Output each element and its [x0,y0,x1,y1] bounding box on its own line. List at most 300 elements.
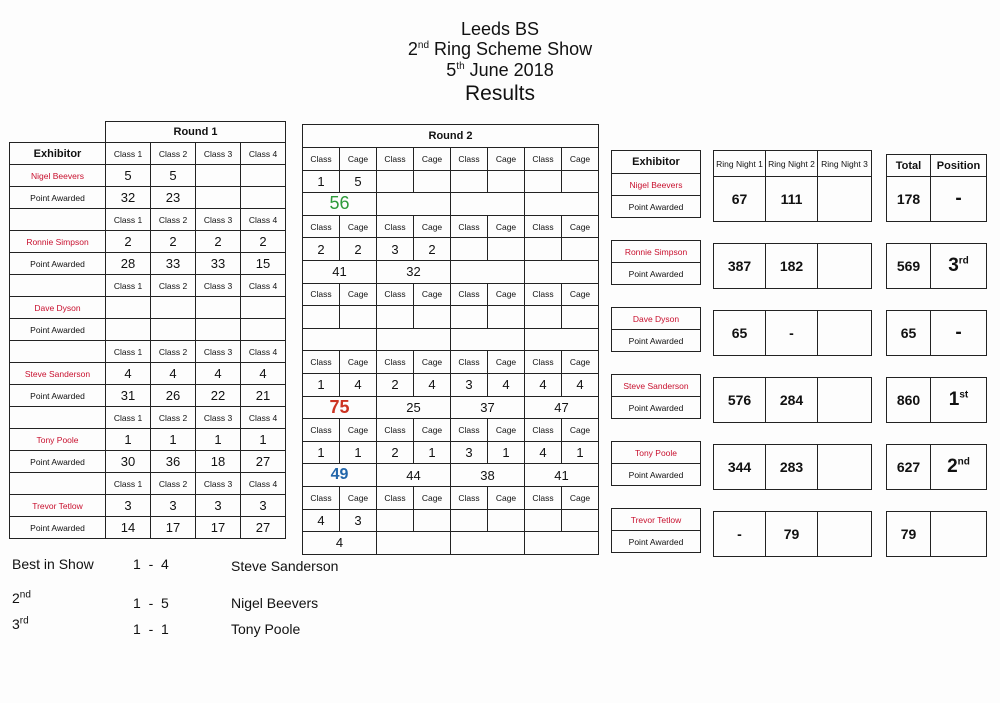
spacer [612,285,701,308]
class-cage-number [196,297,241,319]
class-cage-number: 2 [414,238,451,261]
ring-night-score: 284 [766,378,818,423]
exhibitor-name: Trevor Tetlow [10,495,106,517]
class-label: Class 2 [151,143,196,165]
points-value [525,532,599,555]
class-cage-number: 3 [340,509,377,532]
point-awarded-label: Point Awarded [10,385,106,407]
class-label: Class 1 [106,341,151,363]
spacer [818,222,872,244]
show-date-suffix: th [456,61,465,72]
point-awarded-label: Point Awarded [10,187,106,209]
class-cage-number [106,297,151,319]
award-label [12,556,94,572]
show-name-text: Ring Scheme Show [429,39,593,59]
class-label: Class 4 [241,473,286,495]
class-cage-number [488,306,525,329]
class-cage-number: 1 [106,429,151,451]
point-awarded-label: Point Awarded [612,330,701,352]
show-date [0,61,1000,81]
exhibitor-name: Trevor Tetlow [612,509,701,531]
ring-nights-table [713,150,872,557]
position-value [931,445,987,490]
spacer [766,356,818,378]
spacer [766,289,818,311]
class-cage-number: 2 [340,238,377,261]
award-winner-name: Steve Sanderson [231,558,339,574]
class-cage-number: 3 [241,495,286,517]
class-label: Class 4 [241,209,286,231]
points-value: 75 [303,396,377,419]
class-cage-number [451,509,488,532]
total-header: Total [887,155,931,177]
round1-title: Round 1 [106,122,286,143]
class-cage-label: Class [303,148,340,171]
class-cage-label: Cage [414,215,451,238]
round2-title: Round 2 [303,125,599,148]
class-label: Class 2 [151,407,196,429]
award-label-text: 2 [12,590,20,606]
class-cage-label: Class [525,351,562,374]
spacer [818,289,872,311]
exhibitor-name: Tony Poole [612,442,701,464]
points-value: 47 [525,396,599,419]
total-score: 860 [887,378,931,423]
class-cage-number: 4 [303,509,340,532]
class-cage-number: 4 [196,363,241,385]
award-winner-name: Nigel Beevers [231,595,319,611]
ring-night-score [818,311,872,356]
position-number: - [955,322,962,343]
spacer [931,423,987,445]
spacer [931,490,987,512]
class-cage-label: Class [377,351,414,374]
class-cage-number [414,306,451,329]
points-value: 18 [196,451,241,473]
class-cage-number [340,306,377,329]
spacer [612,419,701,442]
spacer [714,490,766,512]
class-cage-label: Cage [414,486,451,509]
class-cage-label: Cage [562,351,599,374]
points-value: 21 [241,385,286,407]
class-cage-label: Cage [562,419,599,442]
class-label: Class 3 [196,143,241,165]
points-value [525,328,599,351]
position-number: - [955,188,962,209]
class-cage-number [562,170,599,193]
class-label: Class 1 [106,209,151,231]
total-score: 79 [887,512,931,557]
class-cage-number: 2 [241,231,286,253]
points-value: 56 [303,193,377,216]
class-label: Class 2 [151,341,196,363]
class-cage-label: Class [303,419,340,442]
spacer [887,423,931,445]
position-value [931,311,987,356]
class-label: Class 3 [196,407,241,429]
round1-table [9,121,286,539]
class-cage-number: 2 [106,231,151,253]
spacer [714,356,766,378]
class-cage-number: 3 [451,441,488,464]
spacer [887,289,931,311]
point-awarded-label: Point Awarded [10,451,106,473]
class-cage-number: 2 [303,238,340,261]
spacer [931,356,987,378]
spacer [714,289,766,311]
ring-night-score: 67 [714,177,766,222]
point-awarded-label: Point Awarded [612,464,701,486]
class-cage-number: 1 [340,441,377,464]
ring-night-score: 283 [766,445,818,490]
points-value [377,193,451,216]
class-cage-number: 1 [151,429,196,451]
spacer [766,423,818,445]
spacer [612,486,701,509]
position-value [931,512,987,557]
show-name-number: 2 [407,39,418,59]
ring-night-score: 79 [766,512,818,557]
class-cage-number: 4 [488,373,525,396]
points-value: 25 [377,396,451,419]
class-cage-label: Cage [488,283,525,306]
ring-night-header: Ring Night 2 [766,151,818,177]
award-score: 1 - 4 [133,556,169,572]
class-cage-number: 4 [525,373,562,396]
class-label: Class 1 [106,407,151,429]
class-cage-number [562,509,599,532]
class-cage-label: Cage [488,148,525,171]
class-cage-label: Cage [414,351,451,374]
points-value [196,319,241,341]
spacer [714,222,766,244]
class-cage-number [151,297,196,319]
total-score: 627 [887,445,931,490]
points-value: 17 [196,517,241,539]
class-cage-number: 2 [151,231,196,253]
points-value: 49 [303,464,377,487]
point-awarded-label: Point Awarded [10,319,106,341]
class-cage-label: Cage [414,283,451,306]
award-label-text: Best in Show [12,556,94,572]
class-cage-number: 2 [377,441,414,464]
points-value [451,532,525,555]
points-value [451,328,525,351]
class-label: Class 3 [196,275,241,297]
class-cage-label: Cage [340,486,377,509]
class-label: Class 4 [241,341,286,363]
class-cage-label: Class [451,486,488,509]
class-cage-number [196,165,241,187]
points-value [451,193,525,216]
spacer [714,423,766,445]
class-cage-label: Cage [340,148,377,171]
class-cage-number [488,170,525,193]
award-winner-name: Tony Poole [231,621,301,637]
point-awarded-label: Point Awarded [612,196,701,218]
points-value [151,319,196,341]
class-cage-number [525,509,562,532]
class-cage-label: Class [451,148,488,171]
ring-night-header: Ring Night 3 [818,151,872,177]
spacer [612,352,701,375]
show-club-title: Leeds BS [460,19,540,39]
class-cage-number [525,238,562,261]
ring-night-score [818,177,872,222]
spacer [887,222,931,244]
class-cage-number [451,170,488,193]
class-cage-number: 3 [196,495,241,517]
points-value: 41 [303,260,377,283]
points-value: 4 [303,532,377,555]
class-cage-number: 5 [340,170,377,193]
points-value: 41 [525,464,599,487]
class-cage-label: Class [525,419,562,442]
class-cage-label: Class [451,283,488,306]
class-cage-label: Class [303,486,340,509]
class-cage-number: 1 [241,429,286,451]
points-value [451,260,525,283]
total-score: 65 [887,311,931,356]
class-label: Class 3 [196,473,241,495]
class-label: Class 2 [151,275,196,297]
class-cage-number [377,306,414,329]
class-cage-number [303,306,340,329]
class-cage-number [414,509,451,532]
class-label: Class 1 [106,275,151,297]
points-value: 37 [451,396,525,419]
points-value [241,319,286,341]
class-cage-label: Cage [414,148,451,171]
class-cage-label: Class [377,283,414,306]
points-value [303,328,377,351]
spacer [887,356,931,378]
class-cage-number [241,165,286,187]
position-suffix: st [959,389,969,401]
points-value: 23 [151,187,196,209]
exhibitor-name: Nigel Beevers [10,165,106,187]
class-cage-number [451,306,488,329]
ring-night-score: 111 [766,177,818,222]
points-value: 17 [151,517,196,539]
position-value [931,378,987,423]
class-cage-label: Cage [488,351,525,374]
position-number: 3 [948,255,959,276]
ring-night-score: - [714,512,766,557]
class-cage-number [451,238,488,261]
class-cage-number: 4 [562,373,599,396]
show-name-suffix: nd [417,40,430,51]
total-score: 178 [887,177,931,222]
position-value [931,177,987,222]
ring-night-score [818,244,872,289]
class-cage-number: 4 [414,373,451,396]
spacer [931,222,987,244]
round2-table [302,124,599,555]
class-cage-number [377,509,414,532]
class-cage-number: 3 [377,238,414,261]
ring-night-score [818,512,872,557]
ring-night-score: 344 [714,445,766,490]
ring-night-score [818,378,872,423]
class-cage-number: 3 [151,495,196,517]
class-cage-number [488,238,525,261]
class-cage-number [377,170,414,193]
class-cage-number: 1 [196,429,241,451]
spacer [818,490,872,512]
class-cage-number [562,306,599,329]
exhibitor-name: Dave Dyson [10,297,106,319]
points-value [196,187,241,209]
class-cage-label: Class [377,148,414,171]
class-cage-label: Class [451,419,488,442]
class-cage-number: 2 [196,231,241,253]
ring-night-score: 65 [714,311,766,356]
position-number: 1 [948,389,960,410]
points-value: 27 [241,451,286,473]
class-cage-number [525,306,562,329]
class-cage-number: 1 [303,170,340,193]
class-cage-label: Class [451,351,488,374]
class-label: Class 3 [196,209,241,231]
blank-cell [10,341,106,363]
exhibitor-name: Tony Poole [10,429,106,451]
points-value: 28 [106,253,151,275]
class-label: Class 4 [241,407,286,429]
class-cage-label: Cage [340,419,377,442]
total-score: 569 [887,244,931,289]
ring-night-score: - [766,311,818,356]
points-value [241,187,286,209]
class-cage-label: Cage [562,486,599,509]
points-value: 36 [151,451,196,473]
results-title: Results [464,82,536,105]
round1-title-blank [10,122,106,143]
points-value: 33 [196,253,241,275]
class-cage-label: Cage [488,419,525,442]
class-cage-label: Class [303,283,340,306]
point-awarded-label: Point Awarded [10,253,106,275]
exhibitor-name: Nigel Beevers [612,174,701,196]
show-date-text: June 2018 [464,60,554,80]
class-cage-label: Cage [562,283,599,306]
class-cage-number: 1 [414,441,451,464]
ring-night-score: 576 [714,378,766,423]
class-cage-number: 4 [151,363,196,385]
point-awarded-label: Point Awarded [612,531,701,553]
class-cage-label: Class [525,148,562,171]
class-cage-number [525,170,562,193]
class-label: Class 2 [151,473,196,495]
class-cage-number: 1 [488,441,525,464]
class-cage-number: 4 [340,373,377,396]
show-date-day: 5 [446,60,457,80]
exhibitor-name: Ronnie Simpson [10,231,106,253]
position-header: Position [931,155,987,177]
spacer [887,490,931,512]
class-cage-number: 4 [106,363,151,385]
blank-cell [10,407,106,429]
points-value: 27 [241,517,286,539]
spacer [766,490,818,512]
points-value: 32 [377,260,451,283]
class-cage-number: 1 [303,441,340,464]
class-cage-label: Class [377,215,414,238]
class-cage-label: Cage [340,283,377,306]
spacer [766,222,818,244]
class-cage-number [414,170,451,193]
point-awarded-label: Point Awarded [10,517,106,539]
class-label: Class 2 [151,209,196,231]
points-value [377,328,451,351]
position-suffix: rd [958,255,969,267]
exhibitor-name: Ronnie Simpson [612,241,701,263]
class-cage-label: Cage [414,419,451,442]
total-position-table [886,154,987,557]
class-cage-label: Class [525,283,562,306]
position-number: 2 [947,456,958,477]
award-label-suffix: rd [19,615,29,627]
award-label-text: 3 [12,616,20,632]
class-cage-number [241,297,286,319]
class-cage-number: 5 [151,165,196,187]
points-value: 31 [106,385,151,407]
ring-night-score [818,445,872,490]
points-value [377,532,451,555]
class-cage-number: 4 [241,363,286,385]
class-label: Class 4 [241,143,286,165]
class-label: Class 4 [241,275,286,297]
blank-cell [10,473,106,495]
class-cage-label: Class [377,419,414,442]
spacer [818,356,872,378]
points-value: 22 [196,385,241,407]
class-cage-label: Class [303,351,340,374]
points-value [106,319,151,341]
points-value: 30 [106,451,151,473]
class-cage-number [488,509,525,532]
class-cage-number: 1 [303,373,340,396]
class-label: Class 3 [196,341,241,363]
point-awarded-label: Point Awarded [612,263,701,285]
class-cage-label: Cage [488,215,525,238]
points-value: 15 [241,253,286,275]
exhibitor-header: Exhibitor [10,143,106,165]
points-value: 14 [106,517,151,539]
class-cage-label: Class [303,215,340,238]
class-cage-label: Class [525,215,562,238]
points-value [525,260,599,283]
exhibitor-header: Exhibitor [612,151,701,174]
summary-exhibitor-table [611,150,701,553]
exhibitor-name: Dave Dyson [612,308,701,330]
spacer [931,289,987,311]
spacer [818,423,872,445]
position-suffix: nd [957,456,970,468]
class-cage-label: Cage [562,148,599,171]
class-cage-number: 3 [451,373,488,396]
class-cage-label: Class [451,215,488,238]
class-cage-number: 2 [377,373,414,396]
exhibitor-name: Steve Sanderson [10,363,106,385]
points-value: 26 [151,385,196,407]
ring-night-score: 182 [766,244,818,289]
position-value [931,244,987,289]
award-label-suffix: nd [19,589,31,601]
blank-cell [10,209,106,231]
points-value: 33 [151,253,196,275]
